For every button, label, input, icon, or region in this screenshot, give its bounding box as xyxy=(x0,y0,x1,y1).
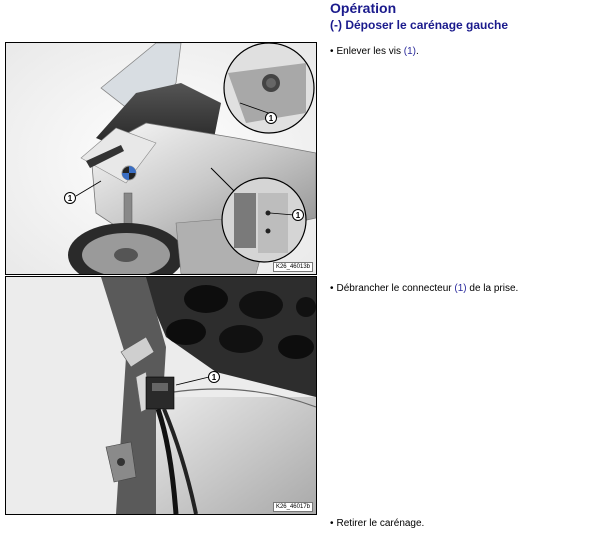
step-item-1 xyxy=(330,45,419,58)
step-text-end: de la prise. xyxy=(466,283,519,294)
figure-code: K26_46017b xyxy=(273,502,313,512)
bullet-marker: • xyxy=(330,518,334,529)
bullet-marker: • xyxy=(330,283,334,294)
figure-fairing-screws xyxy=(5,42,317,275)
callout-label: 1 xyxy=(67,194,73,203)
callout-label: 1 xyxy=(211,373,217,382)
step-item-3 xyxy=(330,517,424,530)
step-text: Retirer le carénage. xyxy=(336,518,425,529)
motorcycle-fairing-illustration xyxy=(6,43,316,274)
page-title: Opération xyxy=(330,0,397,16)
step-item-2 xyxy=(330,282,518,295)
step-reference: (1) xyxy=(454,283,467,294)
step-text-end: . xyxy=(416,46,419,57)
step-text: Enlever les vis xyxy=(336,46,404,57)
callout-label: 1 xyxy=(295,211,301,220)
step-text: Débrancher le connecteur xyxy=(336,283,455,294)
step-reference: (1) xyxy=(403,46,416,57)
connector-illustration xyxy=(6,277,316,514)
section-title: (-) Déposer le carénage gauche xyxy=(330,18,509,32)
figure-code: K26_46013b xyxy=(273,262,313,272)
callout-label: 1 xyxy=(268,114,274,123)
bullet-marker: • xyxy=(330,46,334,57)
figure-connector xyxy=(5,276,317,515)
